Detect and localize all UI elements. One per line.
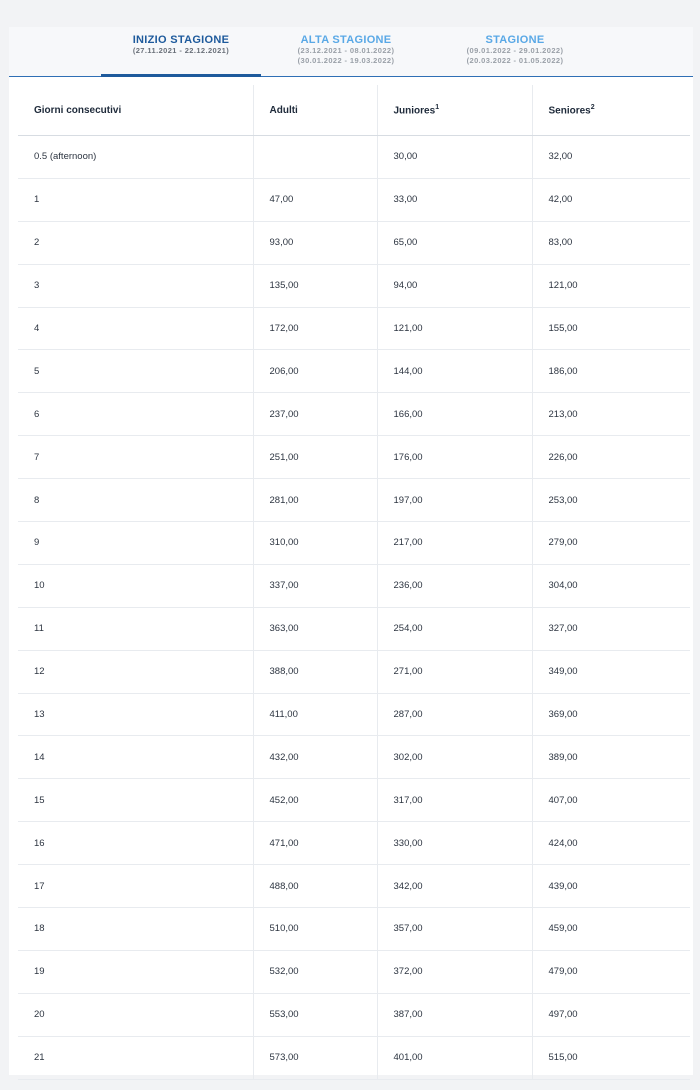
cell-adults: 411,00 <box>253 693 377 736</box>
cell-adults: 363,00 <box>253 607 377 650</box>
table-row <box>18 350 690 393</box>
table-row <box>18 522 690 565</box>
cell-juniors: 357,00 <box>377 908 532 951</box>
cell-adults: 488,00 <box>253 865 377 908</box>
cell-seniors: 439,00 <box>532 865 690 908</box>
cell-days: 16 <box>18 822 253 865</box>
cell-days: 9 <box>18 522 253 565</box>
cell-adults: 573,00 <box>253 1036 377 1079</box>
cell-days: 20 <box>18 993 253 1036</box>
cell-seniors: 327,00 <box>532 607 690 650</box>
cell-juniors: 144,00 <box>377 350 532 393</box>
cell-days: 5 <box>18 350 253 393</box>
cell-juniors: 302,00 <box>377 736 532 779</box>
table-row <box>18 307 690 350</box>
table-row <box>18 564 690 607</box>
tab-date: (23.12.2021 - 08.01.2022) <box>297 46 395 55</box>
cell-juniors: 401,00 <box>377 1036 532 1079</box>
cell-days: 1 <box>18 178 253 221</box>
price-table <box>18 85 690 1080</box>
cell-adults: 553,00 <box>253 993 377 1036</box>
table-header-row <box>18 85 690 136</box>
table-row <box>18 822 690 865</box>
cell-days: 10 <box>18 564 253 607</box>
table-row <box>18 264 690 307</box>
tab-title: STAGIONE <box>485 34 545 46</box>
cell-adults: 172,00 <box>253 307 377 350</box>
cell-seniors: 32,00 <box>532 136 690 179</box>
cell-juniors: 166,00 <box>377 393 532 436</box>
tab-stagione[interactable] <box>431 27 599 77</box>
cell-seniors: 304,00 <box>532 564 690 607</box>
cell-seniors: 515,00 <box>532 1036 690 1079</box>
tab-title: ALTA STAGIONE <box>300 34 392 46</box>
cell-juniors: 94,00 <box>377 264 532 307</box>
table-row <box>18 436 690 479</box>
cell-seniors: 253,00 <box>532 479 690 522</box>
table-row <box>18 779 690 822</box>
footnote-marker: 2 <box>590 103 595 111</box>
table-row <box>18 993 690 1036</box>
cell-adults: 510,00 <box>253 908 377 951</box>
cell-days: 7 <box>18 436 253 479</box>
cell-juniors: 387,00 <box>377 993 532 1036</box>
cell-adults: 337,00 <box>253 564 377 607</box>
table-row <box>18 393 690 436</box>
cell-seniors: 349,00 <box>532 650 690 693</box>
tab-inizio-stagione[interactable] <box>101 27 261 77</box>
cell-days: 0.5 (afternoon) <box>18 136 253 179</box>
cell-juniors: 271,00 <box>377 650 532 693</box>
cell-juniors: 65,00 <box>377 221 532 264</box>
table-row <box>18 136 690 179</box>
table-row <box>18 607 690 650</box>
cell-seniors: 186,00 <box>532 350 690 393</box>
tab-date: (09.01.2022 - 29.01.2022) <box>466 46 564 55</box>
cell-juniors: 30,00 <box>377 136 532 179</box>
cell-adults: 251,00 <box>253 436 377 479</box>
cell-seniors: 459,00 <box>532 908 690 951</box>
cell-adults: 47,00 <box>253 178 377 221</box>
tab-date: (30.01.2022 - 19.03.2022) <box>297 56 395 65</box>
cell-days: 15 <box>18 779 253 822</box>
cell-seniors: 407,00 <box>532 779 690 822</box>
cell-adults: 310,00 <box>253 522 377 565</box>
cell-days: 19 <box>18 950 253 993</box>
cell-seniors: 389,00 <box>532 736 690 779</box>
cell-seniors: 83,00 <box>532 221 690 264</box>
cell-seniors: 42,00 <box>532 178 690 221</box>
price-card <box>9 27 693 1075</box>
cell-adults <box>253 136 377 179</box>
cell-juniors: 342,00 <box>377 865 532 908</box>
tab-alta-stagione[interactable] <box>261 27 431 77</box>
cell-adults: 388,00 <box>253 650 377 693</box>
cell-juniors: 330,00 <box>377 822 532 865</box>
cell-juniors: 287,00 <box>377 693 532 736</box>
header-juniors: Juniores$^1$ <box>377 85 532 136</box>
tab-title: INIZIO STAGIONE <box>132 34 230 46</box>
cell-juniors: 372,00 <box>377 950 532 993</box>
cell-seniors: 279,00 <box>532 522 690 565</box>
cell-juniors: 217,00 <box>377 522 532 565</box>
tab-date: (20.03.2022 - 01.05.2022) <box>466 56 564 65</box>
table-row <box>18 950 690 993</box>
cell-days: 2 <box>18 221 253 264</box>
cell-juniors: 236,00 <box>377 564 532 607</box>
table-row <box>18 178 690 221</box>
cell-seniors: 424,00 <box>532 822 690 865</box>
cell-days: 3 <box>18 264 253 307</box>
cell-juniors: 254,00 <box>377 607 532 650</box>
cell-seniors: 155,00 <box>532 307 690 350</box>
cell-adults: 237,00 <box>253 393 377 436</box>
cell-adults: 452,00 <box>253 779 377 822</box>
cell-days: 8 <box>18 479 253 522</box>
header-days: Giorni consecutivi <box>18 85 253 136</box>
cell-seniors: 479,00 <box>532 950 690 993</box>
cell-adults: 135,00 <box>253 264 377 307</box>
table-row <box>18 479 690 522</box>
cell-seniors: 369,00 <box>532 693 690 736</box>
table-row <box>18 1036 690 1079</box>
cell-seniors: 226,00 <box>532 436 690 479</box>
cell-days: 4 <box>18 307 253 350</box>
header-adults: Adulti <box>253 85 377 136</box>
cell-days: 12 <box>18 650 253 693</box>
season-tabs <box>9 27 693 77</box>
cell-juniors: 197,00 <box>377 479 532 522</box>
cell-days: 14 <box>18 736 253 779</box>
table-row <box>18 221 690 264</box>
cell-days: 18 <box>18 908 253 951</box>
table-row <box>18 865 690 908</box>
cell-days: 13 <box>18 693 253 736</box>
cell-adults: 93,00 <box>253 221 377 264</box>
header-seniors: Seniores$^2$ <box>532 85 690 136</box>
cell-adults: 432,00 <box>253 736 377 779</box>
cell-adults: 281,00 <box>253 479 377 522</box>
cell-juniors: 176,00 <box>377 436 532 479</box>
table-row <box>18 693 690 736</box>
cell-adults: 471,00 <box>253 822 377 865</box>
footnote-marker: 1 <box>435 103 440 111</box>
active-tab-indicator <box>101 74 261 77</box>
table-row <box>18 650 690 693</box>
cell-seniors: 213,00 <box>532 393 690 436</box>
cell-days: 17 <box>18 865 253 908</box>
cell-days: 6 <box>18 393 253 436</box>
cell-days: 21 <box>18 1036 253 1079</box>
table-row <box>18 908 690 951</box>
cell-juniors: 317,00 <box>377 779 532 822</box>
cell-juniors: 33,00 <box>377 178 532 221</box>
table-row <box>18 736 690 779</box>
cell-days: 11 <box>18 607 253 650</box>
cell-seniors: 121,00 <box>532 264 690 307</box>
cell-adults: 532,00 <box>253 950 377 993</box>
cell-seniors: 497,00 <box>532 993 690 1036</box>
cell-juniors: 121,00 <box>377 307 532 350</box>
cell-adults: 206,00 <box>253 350 377 393</box>
tab-date: (27.11.2021 - 22.12.2021) <box>132 46 230 55</box>
